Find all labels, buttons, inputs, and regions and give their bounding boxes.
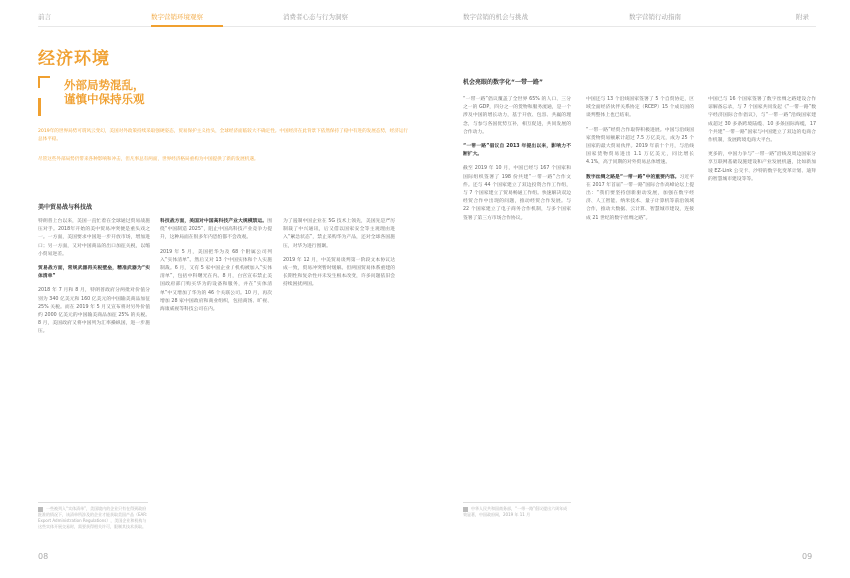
bold-lead: 科技战方面，美国对中国高科技产业大规模禁运。: [160, 219, 268, 224]
paragraph: 中国还与 13 个沿线国家签署了 5 个自贸协定，区域全面经济伙伴关系协定（RCEP）15 个成员国的谈判整体上也已结束。: [586, 97, 694, 119]
headline-line-2: 谨慎中保持乐观: [64, 92, 145, 106]
page-number-right: 09: [802, 552, 813, 561]
left-column-1: [38, 218, 150, 343]
bold-paragraph: 贸易战方面，常规武器再关税壁垒，精准武器为“实体清单”: [38, 266, 150, 280]
nav-item-environment[interactable]: 数字营销环境观察: [151, 13, 203, 21]
nav-item-appendix[interactable]: 附录: [796, 13, 809, 21]
footnote-divider: [38, 502, 148, 503]
headline-bar-icon: [38, 98, 41, 116]
paragraph: 特朗普上台以来，美国一直忙着在全球通过贸易战施压对手。2018年开始的美中贸易冲突便是重头戏之一。一方面，美国要求中国进一步开放市场，增加进口；另一方面，又对中国商品的出口加征关税，以缩小贸易逆差。: [38, 219, 150, 257]
intro-paragraph-1: 2019年的世界局势可谓风云变幻，美国对外政策持续采取强硬姿态，贸易保护主义抬头，全球经济面临较大不确定性。中国经济在此背景下依然保持了稳中有进的发展态势，经济运行总体平稳。: [38, 129, 409, 142]
paragraph: 更多的，中国力争与“一带一路”沿线及周边国家分享互联网基础设施建设和产业发展机遇，比如新加坡 EZ-Link 公交卡、沙特的数字化变革计划、迪拜的智慧城市建设等等。: [708, 152, 816, 182]
right-column-1: [463, 96, 571, 229]
nav-item-action-guide[interactable]: 数字营销行动指南: [629, 13, 681, 21]
nav-item-opportunities[interactable]: 数字营销的机会与挑战: [463, 13, 528, 21]
paragraph: “一带一路”倡议覆盖了全世界 65% 的人口、三分之一的 GDP，四分之一的货物和服务流通，是一个涉及中国的增长动力，基于开放、包容、共赢的理念，与参与各国优势互补，相互促进，共同发展的合作动力。: [463, 97, 571, 135]
left-column-3: [283, 218, 395, 296]
paragraph: 截至 2019 年 10 月，中国已经与 167 个国家和国际组织签署了 198 份共建“一带一路”合作文件。还与 44 个国家建立了双边投资合作工作组，与 7 个国家建立了贸易畅通工作组。快速解决双边经贸合作中出现的问题，推动经贸合作发展。与 22 个国家建立了电子商务合作机制，与多个国家签署了第三方市场合作协议。: [463, 166, 571, 221]
footnote-marker-icon: [463, 507, 468, 512]
paragraph: “一带一路”经贸合作取得积极进展。中国与沿线国家货物贸易额累计超过 7.5 万亿美元，成为 25 个国家的最大贸易伙伴。2019 年前十个月，与沿线国家货物贸易进出 1.1 万亿美元，同比增长 4.1%，高于同期的对外贸易总体增速。: [586, 127, 694, 166]
left-column-2: [160, 218, 272, 320]
nav-active-indicator: [151, 25, 223, 27]
footnote-marker-icon: [38, 507, 43, 512]
right-column-3: [708, 96, 816, 190]
bold-lead: 数字丝绸之路是“一带一路”中的重要内容。: [586, 174, 680, 180]
paragraph: 2019 年 12 月，中美贸易谈判第一阶段文本协议达成一致，贸易冲突暂时缓解。但两国贸易体系重建的长期性和复杂性并未发生根本改变，许多问题依旧会持续困扰两国。: [283, 257, 395, 288]
subsection-heading: 美中贸易战与科技战: [38, 204, 93, 211]
footnote-left: 一些被列入“实体清单”，美国境内的企业只有在得到政府批准的情况下，该清单所涉及的企业才能获取美国产品（EAR: Export Administration Regulations），美国企业和机构与这些实体开展交易时，需要获得相关许可，限制其技术获取。: [38, 506, 148, 529]
nav-item-preface[interactable]: 前言: [38, 13, 51, 21]
nav-item-consumer-insight[interactable]: 消费者心态与行为洞察: [283, 13, 348, 21]
paragraph: 围绕“中国制造 2025”，阻止中国高科技产业竞争力提升，这种局面在很多年内恐怕都不会改观。: [160, 219, 272, 241]
footnote-right: 中华人民共和国商务部，“一带一路”倡议提出六周年成效显著，中国政府网，2019 年 11 月: [463, 506, 568, 517]
footnote-divider: [463, 502, 571, 503]
paragraph: 中国已与 16 个国家签署了数字丝绸之路建设合作谅解备忘录，与 7 个国家共同发起《“一带一路”数字经济国际合作倡议》，与“一带一路”沿线国家建成超过 30 多条跨境陆缆、10 多条国际海缆，17 个共建“一带一路”国家与中国建立了双边的电商合作机制，发展跨境电商大平台。: [708, 97, 816, 144]
paragraph: 习近平在 2017 年首届“一带一路”国际合作高峰论坛上提出：“我们要坚持创新驱动发展，加强在数字经济、人工智能、纳米技术、量子计算机等前沿领域合作，推动大数据、云计算、智慧城市建设，连接成 21 世纪的数字丝绸之路”。: [586, 174, 694, 221]
intro-paragraph-2: 尽管这些外部局势仍带来各种影响和冲击，但凡事总有两面，世界经济格局重构为中国提供了新的发展机遇。: [38, 157, 259, 162]
section-title: 经济环境: [38, 49, 110, 69]
top-navigation: [0, 12, 850, 24]
headline: [64, 78, 145, 106]
headline-line-1: 外部局势混乱，: [64, 78, 145, 92]
nav-divider: [38, 26, 816, 27]
paragraph: 2018 年 7 月和 8 月，特朗普政府分两批对价值分别为 340 亿美元和 160 亿美元的中国输美商品加征 25% 关税。而在 2019 年 5 月又宣布将对另外价值约 2000 亿美元的中国输美商品加征 25% 的关税。8 月，美国政府又将中国列为汇率操纵国，进一步施压。: [38, 288, 150, 335]
right-section-title: 机会亮眼的数字化“一带一路”: [463, 79, 543, 86]
right-column-2: [586, 96, 694, 229]
paragraph: 为了遏制中国企业在 5G 技术上领先，美国先是严厉制裁了中兴通讯，后又借以国家安全等主观理由进入“紧急状态”，禁止采购华为产品，还对全球各国施压，对华为进行围剿。: [283, 219, 395, 249]
headline-bracket-icon: [38, 76, 50, 88]
page-number-left: 08: [38, 552, 49, 561]
bold-paragraph: “一带一路”倡议自 2013 年提出以来，影响力不断扩大。: [463, 144, 571, 158]
paragraph: 2019 年 5 月，美国把华为及 68 个附属公司列入“实体清单”。然后又对 13 个中国实体和个人实施制裁。6 月，又有 5 家中国企业 / 机构被加入“实体清单”，包括中科曙光在内。8 月，白宫宣布禁止美国政府部门购买华为的设备和服务，并在“实体清单”中又增加了华为的 46 个关联公司。10 月，再次增加 28 家中国政府和商业组织，包括商汤、旷视、海康威视等科技公司在内。: [160, 249, 272, 313]
